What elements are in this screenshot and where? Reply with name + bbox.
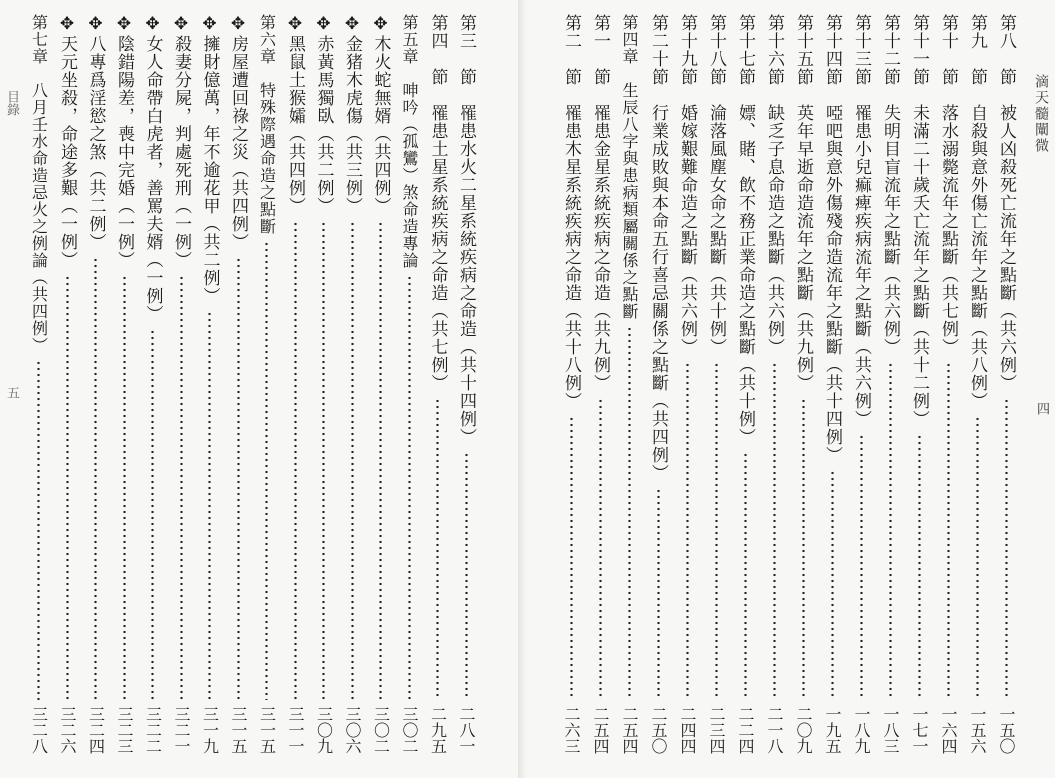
toc-entry[interactable]: [225, 14, 251, 754]
toc-page-number: 二五四: [591, 706, 610, 754]
toc-entry-title: 第二十節 行業成敗與本命五行喜忌關係之點斷（共四例）: [648, 14, 668, 482]
toc-entry[interactable]: [26, 14, 52, 754]
toc-page-number: 二五四: [620, 706, 639, 754]
toc-entry-title: 第十六節 缺乏子息命造之點斷（共六例）: [764, 14, 784, 356]
toc-page-number: 一六四: [939, 706, 958, 754]
toc-entry-title: 第一 節 罹患金星系統疾病之命造（共九例）: [590, 14, 610, 392]
toc-entry[interactable]: [761, 14, 787, 754]
toc-chapter-title: 第七章 八月壬水命造忌火之例論（共四例）: [29, 14, 49, 354]
toc-entry-title: ✥天元坐殺，命途多艱（一例）: [57, 14, 77, 269]
toc-page-number: 二〇九: [794, 706, 813, 754]
toc-page-number: 三一九: [200, 706, 220, 754]
toc-entry-title: ✥殺妻分屍，判處死刑（一例）: [171, 14, 191, 269]
toc-entry[interactable]: [339, 14, 365, 754]
leader-dots: [37, 360, 40, 700]
toc-page-number: 三一五: [257, 706, 277, 754]
toc-entry-title: 第十七節 嫖、賭、飲不務正業命造之點斷（共十例）: [735, 14, 755, 446]
toc-page-number: 二六三: [562, 706, 581, 754]
toc-entry[interactable]: [587, 14, 613, 754]
toc-right-page: [530, 0, 1055, 778]
toc-entry[interactable]: [254, 14, 280, 754]
toc-entry[interactable]: [616, 14, 642, 754]
toc-entry[interactable]: [311, 14, 337, 754]
toc-entry-title: ✥赤黃馬獨臥（共二例）: [313, 14, 334, 215]
toc-entry[interactable]: [877, 14, 903, 754]
leader-dots: [918, 434, 921, 700]
toc-page-number: 三〇九: [314, 706, 334, 754]
toc-chapter-title: 第四章 生辰八字與患病類屬關係之點斷: [620, 14, 639, 320]
leader-dots: [265, 241, 268, 700]
leader-dots: [570, 416, 573, 700]
toc-entry-title: 第十五節 英年早逝命造流年之點斷（共九例）: [793, 14, 813, 392]
leader-dots: [237, 257, 240, 700]
toc-entry-title: 第十二節 失明目盲流年之點斷（共六例）: [880, 14, 900, 356]
toc-page-number: 一八九: [852, 706, 871, 754]
toc-page-number: 一八三: [881, 706, 900, 754]
leader-dots: [1005, 398, 1008, 700]
toc-page-number: 三一五: [229, 706, 248, 754]
toc-page-number: 三二二: [143, 706, 163, 754]
leader-dots: [180, 275, 183, 700]
toc-entry[interactable]: [396, 14, 422, 754]
toc-entry[interactable]: [282, 14, 308, 754]
toc-page-number: 二五〇: [649, 706, 668, 754]
leader-dots: [773, 362, 776, 700]
leader-dots: [976, 416, 979, 700]
toc-page-number: 二二四: [736, 706, 755, 754]
toc-entry-title: ✥女人命帶白虎者，善罵夫婿（一例）: [142, 14, 163, 323]
leader-dots: [151, 329, 154, 700]
toc-entry-title: ✥房屋遭回祿之災（共四例）: [228, 14, 248, 251]
toc-entry[interactable]: [732, 14, 758, 754]
right-page-number: 四: [1034, 402, 1049, 415]
toc-page-number: 三二四: [86, 706, 106, 754]
toc-entry[interactable]: [453, 14, 479, 754]
toc-page-number: 一五〇: [997, 706, 1016, 754]
toc-entry-title: 第二 節 罹患木星系統疾病之命造（共十八例）: [561, 14, 581, 410]
toc-page-number: 三〇六: [343, 706, 362, 754]
toc-entry-title: 第三 節 罹患水火二星系統疾病之命造（共十四例）: [456, 14, 476, 446]
toc-page-number: 三一一: [286, 706, 305, 754]
toc-entry[interactable]: [168, 14, 194, 754]
leader-dots: [94, 257, 97, 700]
toc-entry[interactable]: [111, 14, 137, 754]
leader-dots: [66, 275, 69, 700]
leader-dots: [947, 362, 950, 700]
leader-dots: [715, 362, 718, 700]
leader-dots: [379, 221, 382, 700]
toc-page-number: 一九五: [823, 706, 842, 754]
toc-entry-title: 第八 節 被人凶殺死亡流年之點斷（共六例）: [996, 14, 1016, 392]
toc-chapter-title: 第六章 特殊際遇命造之點斷: [257, 14, 277, 235]
toc-entry-title: 第十八節 淪落風塵女命之點斷（共十例）: [706, 14, 726, 356]
toc-entry-title: ✥擁財億萬，年不逾花甲（共二例）: [199, 14, 220, 305]
leader-dots: [408, 275, 411, 700]
toc-entry-title: 第十九節 婚嫁艱難命造之點斷（共六例）: [677, 14, 697, 356]
leader-dots: [802, 398, 805, 700]
toc-entry[interactable]: [140, 14, 166, 754]
toc-entry-title: ✥木火蛇無婿（共四例）: [370, 14, 391, 215]
toc-entry[interactable]: [558, 14, 584, 754]
toc-entry[interactable]: [645, 14, 671, 754]
toc-entry-title: 第十三節 罹患小兒痲痺疾病流年之點斷（共六例）: [851, 14, 871, 428]
left-page-number: 五: [4, 386, 19, 399]
leader-dots: [744, 452, 747, 700]
toc-page-number: 二一八: [765, 706, 784, 754]
toc-entry[interactable]: [906, 14, 932, 754]
toc-entry-title: 第九 節 自殺與意外傷亡流年之點斷（共八例）: [967, 14, 987, 410]
leader-dots: [351, 221, 354, 700]
leader-dots: [628, 326, 631, 700]
toc-page-number: 一七一: [910, 706, 929, 754]
toc-entry[interactable]: [197, 14, 223, 754]
toc-page-number: 一五六: [968, 706, 987, 754]
toc-page-number: 二四四: [678, 706, 697, 754]
leader-dots: [599, 398, 602, 700]
leader-dots: [860, 434, 863, 700]
leader-dots: [436, 398, 439, 700]
toc-entry[interactable]: [935, 14, 961, 754]
toc-chapter-title: 第五章 呻吟（孤鸞）煞命造專論: [400, 14, 419, 269]
leader-dots: [465, 452, 468, 700]
toc-page-number: 三二六: [58, 706, 77, 754]
toc-entry-title: 第十一節 未滿二十歲夭亡流年之點斷（共十二例）: [909, 14, 929, 428]
leader-dots: [294, 221, 297, 700]
toc-page-number: 三〇二: [400, 706, 419, 754]
toc-entry-title: ✥陰錯陽差，喪中完婚（一例）: [114, 14, 134, 269]
toc-entry-title: 第十四節 啞吧與意外傷殘命造流年之點斷（共十四例）: [822, 14, 842, 464]
leader-dots: [889, 362, 892, 700]
toc-entry[interactable]: [964, 14, 990, 754]
toc-entry[interactable]: [848, 14, 874, 754]
leader-dots: [208, 311, 211, 700]
toc-entry[interactable]: [83, 14, 109, 754]
toc-entry-title: ✥八專爲淫慾之煞（共二例）: [85, 14, 106, 251]
toc-left-page: [0, 0, 520, 778]
leader-dots: [322, 221, 325, 700]
running-title: 滴天髓闡微: [1033, 74, 1049, 154]
toc-page-number: 二九五: [428, 706, 448, 754]
leader-dots: [686, 362, 689, 700]
left-edge-mark: 目錄: [4, 90, 19, 116]
toc-entry[interactable]: [425, 14, 451, 754]
toc-entry[interactable]: [368, 14, 394, 754]
toc-page-number: 二八一: [457, 706, 476, 754]
toc-page-number: 三二八: [29, 706, 49, 754]
toc-page-number: 三二三: [115, 706, 134, 754]
toc-entry-title: ✥金猪木虎傷（共三例）: [342, 14, 362, 215]
toc-entry[interactable]: [54, 14, 80, 754]
leader-dots: [657, 488, 660, 700]
toc-entry[interactable]: [819, 14, 845, 754]
toc-entry-title: ✥黑鼠土猴孀（共四例）: [285, 14, 305, 215]
toc-page-number: 二三四: [707, 706, 726, 754]
toc-entry[interactable]: [790, 14, 816, 754]
toc-entry[interactable]: [993, 14, 1019, 754]
leader-dots: [123, 275, 126, 700]
leader-dots: [831, 470, 834, 700]
toc-page-number: 三二一: [172, 706, 191, 754]
toc-entry[interactable]: [674, 14, 700, 754]
toc-page-number: 三〇二: [371, 706, 391, 754]
toc-entry[interactable]: [703, 14, 729, 754]
toc-entry-title: 第四 節 罹患土星系統疾病之命造（共七例）: [427, 14, 448, 392]
toc-entry-title: 第十 節 落水溺斃流年之點斷（共七例）: [938, 14, 958, 356]
